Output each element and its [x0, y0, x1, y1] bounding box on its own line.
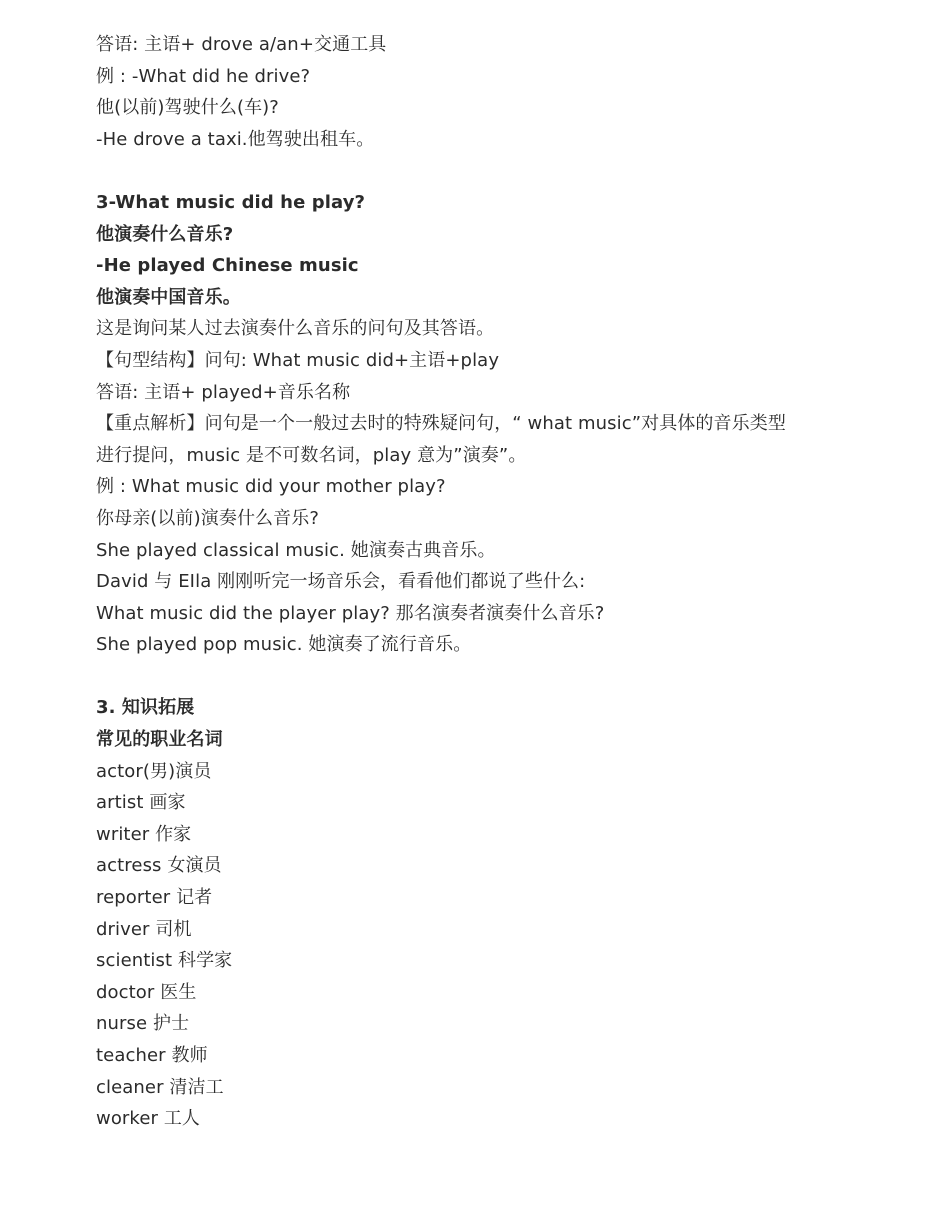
music-heading-question: 3-What music did he play?: [96, 191, 366, 213]
document-page: [96, 29, 876, 1135]
music-intro: 这是询问某人过去演奏什么音乐的问句及其答语。: [96, 318, 495, 340]
music-example-answer: She played classical music. 她演奏古典音乐。: [96, 539, 496, 561]
drive-example-answer: -He drove a taxi.他驾驶出租车。: [96, 128, 375, 150]
music-structure-answer: 答语: 主语+ played+音乐名称: [96, 381, 351, 403]
occupation-item: driver 司机: [96, 918, 192, 940]
music-heading-answer: -He played Chinese music: [96, 255, 359, 277]
extension-heading: 3. 知识拓展: [96, 697, 195, 719]
occupation-item: artist 画家: [96, 792, 186, 814]
paragraph-gap: [96, 661, 876, 693]
drive-example-question-cn: 他(以前)驾驶什么(车)?: [96, 97, 279, 119]
occupation-item: worker 工人: [96, 1108, 201, 1130]
music-example-question-cn: 你母亲(以前)演奏什么音乐?: [96, 507, 319, 529]
music-dialogue-answer: She played pop music. 她演奏了流行音乐。: [96, 634, 472, 656]
paragraph-gap: [96, 155, 876, 187]
occupation-item: teacher 教师: [96, 1045, 208, 1066]
occupation-item: doctor 医生: [96, 981, 197, 1003]
music-heading-answer-cn: 他演奏中国音乐。: [96, 286, 241, 308]
occupation-item: reporter 记者: [96, 887, 213, 909]
music-structure-question: 【句型结构】问句: What music did+主语+play: [96, 349, 500, 371]
occupation-item: nurse 护士: [96, 1013, 190, 1035]
music-example-question: 例 : What music did your mother play?: [96, 476, 446, 498]
music-heading-question-cn: 他演奏什么音乐?: [96, 223, 234, 245]
occupation-item: writer 作家: [96, 823, 192, 845]
occupation-list: [96, 756, 876, 1135]
music-dialogue-intro: David 与 EIla 刚刚听完一场音乐会，看看他们都说了些什么:: [96, 571, 586, 593]
extension-subheading: 常见的职业名词: [96, 729, 223, 751]
music-dialogue-question: What music did the player play? 那名演奏者演奏什么音乐?: [96, 602, 605, 624]
music-analysis-line2: 进行提问，music 是不可数名词，play 意为”演奏”。: [96, 444, 527, 466]
occupation-item: scientist 科学家: [96, 950, 233, 972]
music-analysis-line1: 【重点解析】问句是一个一般过去时的特殊疑问句，“ what music”对具体的音乐类型: [96, 413, 786, 435]
occupation-item: actor(男)演员: [96, 760, 212, 782]
occupation-item: actress 女演员: [96, 855, 222, 877]
drive-example-question: 例 : -What did he drive?: [96, 65, 311, 87]
drive-answer-structure: 答语: 主语+ drove a/an+交通工具: [96, 34, 387, 55]
occupation-item: cleaner 清洁工: [96, 1076, 224, 1098]
